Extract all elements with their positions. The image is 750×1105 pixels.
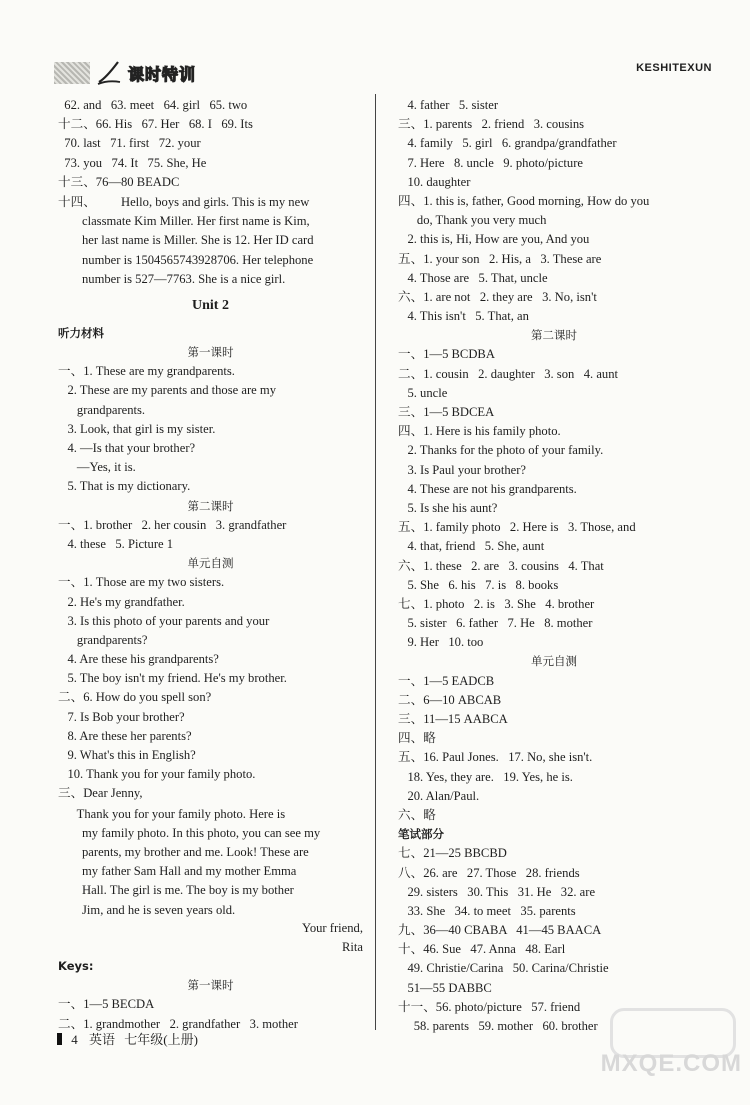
right-line: 4. that, friend 5. She, aunt [398,539,545,554]
right-line: 4. Those are 5. That, uncle [398,270,548,285]
left-column [58,96,363,1034]
left-line: number is 1504565743928706. Her telephone [82,252,314,267]
left-line: 9. What's this in English? [58,748,196,762]
right-line: 七、1. photo 2. is 3. She 4. brother [398,596,595,611]
right-line: 十、46. Sue 47. Anna 48. Earl [398,942,566,957]
left-line: 第一课时 [187,345,234,360]
footer-bar-icon [57,1033,62,1045]
left-line: 3. Look, that girl is my sister. [58,421,216,436]
left-line: 4. Are these his grandparents? [58,652,219,667]
left-line: Jim, and he is seven years old. [82,902,236,917]
right-line: 四、1. this is, father, Good morning, How do you [398,193,650,208]
left-line: Unit 2 [192,297,229,313]
right-line: 33. She 34. to meet 35. parents [398,903,576,918]
right-line: 4. These are not his grandparents. [398,481,577,496]
right-line: 49. Christie/Carina 50. Carina/Christie [398,961,609,976]
right-line: 三、1—5 BDCEA [398,405,495,419]
left-line: number is 527—7763. She is a nice girl. [82,271,286,286]
right-line: 5. She 6. his 7. is 8. books [398,577,559,592]
right-line: 58. parents 59. mother 60. brother [398,1019,598,1033]
right-line: 笔试部分 [398,827,444,842]
right-line: do, Thank you very much [398,213,547,228]
right-line: 十一、56. photo/picture 57. friend [398,999,581,1014]
page-header [52,52,712,92]
left-line: 第一课时 [187,978,234,993]
page-number: 4 [71,1032,78,1047]
right-line: 三、1. parents 2. friend 3. cousins [398,117,585,132]
right-line: 5. Is she his aunt? [398,500,498,515]
left-line: 听力材料 [58,325,104,340]
left-line: 5. That is my dictionary. [58,479,191,494]
left-line: 二、1. grandmother 2. grandfather 3. mother [58,1016,298,1031]
right-line: 第二课时 [531,328,577,343]
right-line: 四、1. Here is his family photo. [398,424,561,439]
left-line: 4. —Is that your brother? [58,441,196,455]
left-line: Rita [342,939,363,954]
footer-grade: 七年级(上册) [124,1032,198,1047]
right-line: 9. Her 10. too [398,635,484,650]
right-line: 九、36—40 CBABA 41—45 BAACA [398,923,602,938]
left-line: my father Sam Hall and my mother Emma [82,864,297,879]
right-column [398,96,710,1036]
left-line: 7. Is Bob your brother? [58,709,185,724]
right-line: 三、11—15 AABCA [398,712,508,726]
left-line: 十三、76—80 BEADC [58,174,180,189]
left-line: Hall. The girl is me. The boy is my bother [82,883,294,898]
right-line: 四、略 [398,731,436,746]
left-line: 二、6. How do you spell son? [58,690,212,705]
left-line: 一、1. These are my grandparents. [58,364,235,379]
right-line: 七、21—25 BBCBD [398,846,507,861]
right-line: 4. father 5. sister [398,98,499,112]
right-line: 5. uncle [398,385,448,400]
left-line: 三、Dear Jenny, [58,786,143,801]
footer-subject: 英语 [89,1032,116,1047]
right-line: 单元自测 [531,654,577,669]
right-line: 18. Yes, they are. 19. Yes, he is. [398,769,573,784]
header-series-name: KESHITEXUN [636,62,712,74]
right-line: 八、26. are 27. Those 28. friends [398,865,580,880]
left-line: 10. Thank you for your family photo. [58,767,256,782]
left-line: parents, my brother and me. Look! These are [82,844,309,859]
right-line: 一、1—5 EADCB [398,673,495,688]
right-line: 10. daughter [398,174,471,189]
pen-logo-icon [96,58,122,86]
right-line: 六、略 [398,807,436,822]
left-line: classmate Kim Miller. Her first name is Kim, [82,214,310,229]
left-line: —Yes, it is. [58,460,136,475]
left-line: 第二课时 [187,498,234,513]
left-line: 70. last 71. first 72. your [58,136,201,151]
column-divider [375,94,376,1030]
right-line: 五、1. family photo 2. Here is 3. Those, and [398,520,636,535]
right-line: 五、1. your son 2. His, a 3. These are [398,251,602,266]
left-line: 一、1—5 BECDA [58,997,155,1012]
right-line: 六、1. these 2. are 3. cousins 4. That [398,558,604,573]
right-line: 51—55 DABBC [398,980,492,995]
left-line: 一、1. Those are my two sisters. [58,575,225,590]
watermark: MXQE.COM [600,1050,742,1077]
left-line: Thank you for your family photo. Here is [58,806,286,821]
left-line: her last name is Miller. She is 12. Her ID card [82,233,314,248]
left-line: 8. Are these her parents? [58,728,192,743]
right-line: 3. Is Paul your brother? [398,462,527,477]
left-line: grandparents. [58,402,146,417]
page-footer [57,1029,357,1053]
left-line: 4. these 5. Picture 1 [58,536,174,551]
right-line: 六、1. are not 2. they are 3. No, isn't [398,289,597,304]
right-line: 2. Thanks for the photo of your family. [398,443,604,458]
right-line: 二、6—10 ABCAB [398,692,502,707]
left-line: 十二、66. His 67. Her 68. I 69. Its [58,117,253,132]
left-line: 5. The boy isn't my friend. He's my brother. [58,671,287,686]
right-line: 20. Alan/Paul. [398,788,480,803]
left-line: 73. you 74. It 75. She, He [58,155,207,170]
left-line: 2. These are my parents and those are my [58,383,276,398]
left-line: 十四、 Hello, boys and girls. This is my new [58,194,310,209]
logo-pattern [54,62,90,84]
right-line: 4. family 5. girl 6. grandpa/grandfather [398,136,617,151]
right-line: 一、1—5 BCDBA [398,347,495,362]
left-line: 一、1. brother 2. her cousin 3. grandfather [58,517,287,532]
left-line: 3. Is this photo of your parents and your [58,613,270,628]
right-line: 五、16. Paul Jones. 17. No, she isn't. [398,750,593,765]
left-line: 62. and 63. meet 64. girl 65. two [58,98,248,112]
left-line: my family photo. In this photo, you can see my [82,825,321,840]
left-line: Your friend, [302,920,363,935]
right-line: 5. sister 6. father 7. He 8. mother [398,616,593,631]
left-line: grandparents? [58,632,148,647]
left-line: 2. He's my grandfather. [58,594,185,609]
logo-text: 课时特训 [128,65,197,84]
right-line: 29. sisters 30. This 31. He 32. are [398,884,596,899]
left-line: 单元自测 [187,556,234,571]
left-line: Keys: [58,959,94,974]
right-line: 2. this is, Hi, How are you, And you [398,232,590,247]
right-line: 二、1. cousin 2. daughter 3. son 4. aunt [398,366,619,381]
right-line: 4. This isn't 5. That, an [398,309,529,324]
right-line: 7. Here 8. uncle 9. photo/picture [398,155,584,170]
